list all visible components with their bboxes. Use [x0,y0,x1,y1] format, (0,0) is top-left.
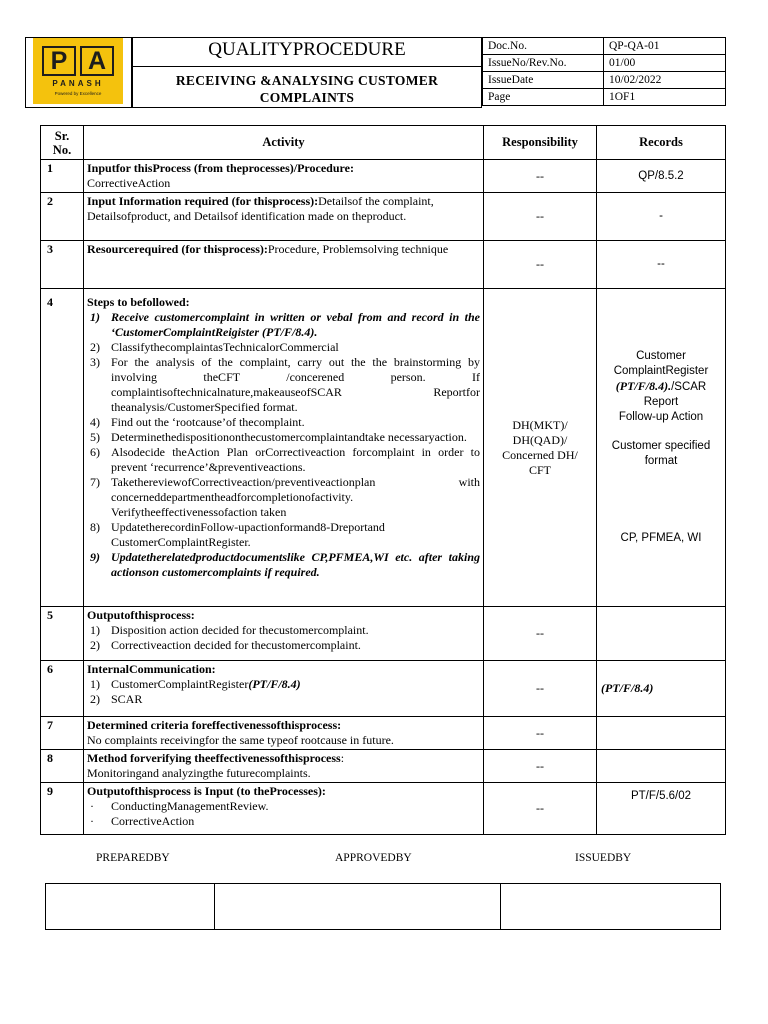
activity-heading: Outputofthisprocess is Input (to theProcesses): [87,784,326,798]
list-item: 8) UpdatetherecordinFollow-upactionformand8-Dreportand CustomerComplaintRegister. [90,520,385,549]
logo-tagline: Powered by Excellence [54,91,102,96]
activity-text: No complaints receivingfor the same typeof rootcause in future. [87,733,394,747]
prepared-by-label: PREPAREDBY [96,852,170,864]
row-activity [84,783,484,835]
row-number: 5 [41,607,84,661]
activity-heading: InternalCommunication: [87,662,216,676]
list-item: 6) Alsodecide theAction Plan orCorrectiveaction forcomplaint in order to prevent ‘recurrence’&preventiveactions. [90,445,480,474]
issued-by-signature-cell[interactable] [501,884,721,930]
company-logo [33,38,123,104]
row-responsibility: -- [484,607,597,661]
list-item: 3) For the analysis of the complaint, carry out the the brainstorming by involving theCFT /concerened person. If complaintisoftechnicalnature,makeauseofSCAR Reportfor theanalysis/CustomerSpecified format. [90,355,480,414]
steps-list [87,310,480,580]
table-row [41,160,726,193]
list-item: · ConductingManagementReview. [90,799,269,813]
activity-heading: Method forverifying theeffectivenessofthisprocess [87,751,341,765]
activity-text: CorrectiveAction [87,176,171,190]
row-records: - [597,193,726,241]
activity-heading: Determined criteria foreffectivenessofthisprocess: [87,718,342,732]
table-row [41,661,726,717]
row-activity [84,241,484,289]
row-responsibility: -- [484,661,597,717]
subtitle-line-2: COMPLAINTS [259,90,355,105]
list-item: 1) Disposition action decided for thecustomercomplaint. [90,623,369,637]
title-divider [132,66,482,67]
doc-info-value: 01/00 [604,55,726,72]
activity-heading: Outputofthisprocess: [87,608,195,622]
doc-info-label: IssueNo/Rev.No. [483,55,604,72]
doc-info-value: 10/02/2022 [604,72,726,89]
row-records: PT/F/5.6/02 [597,783,726,835]
header-responsibility: Responsibility [484,126,597,160]
header-activity: Activity [84,126,484,160]
row-number: 7 [41,717,84,750]
activity-heading: Resourcerequired (for thisprocess): [87,242,268,256]
procedure-table [40,125,726,835]
list-item: 7) TakethereviewofCorrectiveaction/preventiveactionplan with concerneddepartmentheadforcompletionofactivity. Verifytheeffectivenessofaction taken [90,475,480,519]
list-item: 1) Receive customercomplaint in written or vebal from and record in the ‘CustomerComplaintReigister (PT/F/8.4). [90,310,480,339]
doc-info-table [482,37,726,106]
row-activity [84,160,484,193]
table-row [41,750,726,783]
table-row [41,607,726,661]
signature-table [45,883,721,930]
row-activity [84,607,484,661]
row-activity: Method forverifying theeffectivenessofthisprocess: Monitoringand analyzingthe futurecomplaints. [84,750,484,783]
list-item: 4) Find out the ‘rootcause’of thecomplaint. [90,415,305,429]
logo-letter-p: P [42,46,76,76]
row-records [597,750,726,783]
table-row [41,289,726,607]
table-row [41,783,726,835]
communication-list [87,677,480,707]
logo-letter-a: A [80,46,114,76]
list-item: · CorrectiveAction [90,814,195,828]
list-item: 2) Correctiveaction decided for thecustomercomplaint. [90,638,361,652]
header-records: Records [597,126,726,160]
table-row [41,193,726,241]
activity-text: Detailsof the complaint, Detailsofproduct, and Detailsof identification made on theproduct. [87,194,434,223]
doc-info-row [483,72,726,89]
list-item: 2) SCAR [90,692,143,706]
approved-by-signature-cell[interactable] [215,884,501,930]
doc-info-value: QP-QA-01 [604,38,726,55]
doc-info-value: 1OF1 [604,89,726,106]
row-number: 9 [41,783,84,835]
row-number: 1 [41,160,84,193]
document-subtitle [132,72,482,106]
row-records: Customer ComplaintRegister (PT/F/8.4)./SCAR Report Follow-up Action Customer specified format CP, PFMEA, WI [597,289,726,607]
row-responsibility: -- [484,750,597,783]
output-list [87,623,480,653]
row-activity [84,289,484,607]
row-number: 4 [41,289,84,607]
doc-info-row [483,38,726,55]
list-item: 9) Updatetherelatedproductdocumentslike CP,PFMEA,WI etc. after taking actionson customercomplaints if required. [90,550,480,579]
list-item: 2) ClassifythecomplaintasTechnicalorCommercial [90,340,339,354]
activity-text: Monitoringand analyzingthe futurecomplaints. [87,766,311,780]
row-records: -- [597,241,726,289]
row-responsibility: -- [484,783,597,835]
row-activity [84,193,484,241]
table-row [41,241,726,289]
row-activity [84,717,484,750]
table-row [41,717,726,750]
row-responsibility: -- [484,717,597,750]
list-item: 5) Determinethedispositiononthecustomercomplaintandtake necessaryaction. [90,430,467,444]
activity-heading: Inputfor thisProcess (from theprocesses)/Procedure: [87,161,354,175]
row-activity [84,661,484,717]
doc-info-label: Page [483,89,604,106]
doc-info-label: Doc.No. [483,38,604,55]
list-item: 1) CustomerComplaintRegister(PT/F/8.4) [90,677,301,691]
doc-info-row [483,89,726,106]
row-records: (PT/F/8.4) [597,661,726,717]
row-number: 2 [41,193,84,241]
activity-heading: Steps to befollowed: [87,295,190,309]
approved-by-label: APPROVEDBY [335,852,412,864]
document-title: QUALITYPROCEDURE [208,39,406,60]
row-number: 8 [41,750,84,783]
header-sr: Sr. No. [41,126,84,160]
doc-info-label: IssueDate [483,72,604,89]
row-responsibility: -- [484,193,597,241]
row-responsibility: DH(MKT)/ DH(QAD)/ Concerned DH/ CFT [484,289,597,607]
row-records [597,717,726,750]
row-records [597,607,726,661]
doc-info-row [483,55,726,72]
activity-text: Procedure, Problemsolving technique [267,242,449,256]
row-number: 6 [41,661,84,717]
bullet-list [87,799,480,829]
subtitle-line-1: RECEIVING &ANALYSING CUSTOMER [175,73,439,88]
issued-by-label: ISSUEDBY [575,852,632,864]
logo-brand: PANASH [52,79,104,88]
row-responsibility: -- [484,241,597,289]
row-number: 3 [41,241,84,289]
activity-heading: Input Information required (for thisprocess): [87,194,319,208]
prepared-by-signature-cell[interactable] [46,884,215,930]
row-responsibility: -- [484,160,597,193]
row-records: QP/8.5.2 [597,160,726,193]
table-header-row [41,126,726,160]
